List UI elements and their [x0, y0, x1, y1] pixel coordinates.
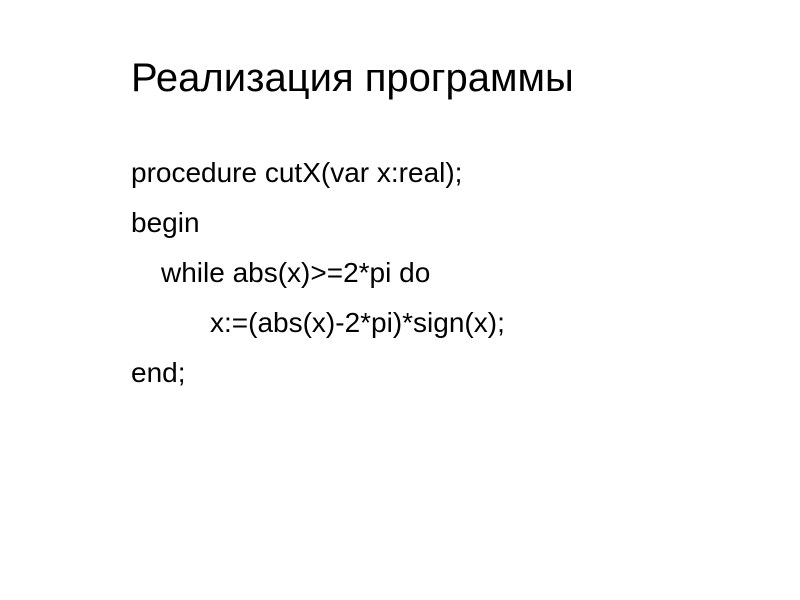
code-line-end: end; — [131, 357, 186, 388]
code-line-procedure: procedure cutX(var x:real); — [131, 157, 463, 188]
slide-title: Реализация программы — [131, 56, 574, 100]
code-line-while: while abs(x)>=2*pi do — [161, 257, 431, 288]
code-line-begin: begin — [131, 207, 200, 238]
code-listing — [131, 148, 505, 398]
code-line-assignment: x:=(abs(x)-2*pi)*sign(x); — [210, 307, 505, 338]
